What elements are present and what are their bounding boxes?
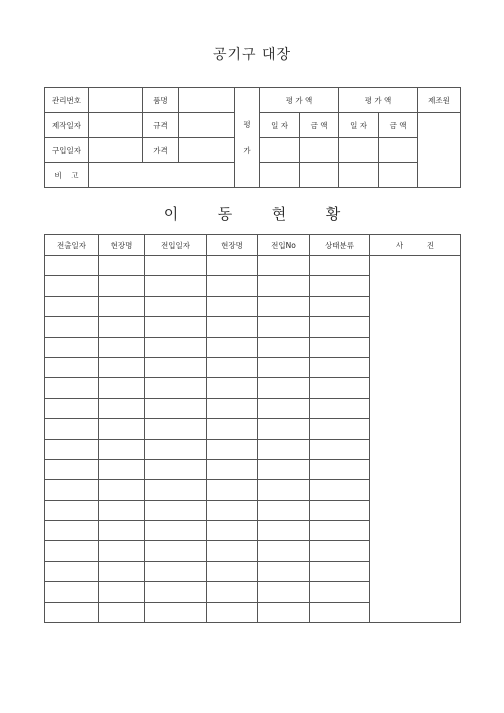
table-cell[interactable] — [99, 378, 145, 398]
table-cell[interactable] — [145, 541, 207, 561]
table-cell[interactable] — [258, 378, 310, 398]
table-cell[interactable] — [310, 500, 370, 520]
table-cell[interactable] — [45, 500, 99, 520]
table-cell[interactable] — [145, 439, 207, 459]
table-cell[interactable] — [310, 602, 370, 622]
move-title-char: 이 — [163, 205, 179, 223]
table-cell[interactable] — [258, 480, 310, 500]
move-title-char: 황 — [325, 205, 341, 223]
table-cell[interactable] — [145, 480, 207, 500]
table-cell[interactable] — [45, 398, 99, 418]
table-cell[interactable] — [258, 398, 310, 418]
table-cell[interactable] — [207, 459, 258, 479]
table-cell[interactable] — [310, 419, 370, 439]
table-cell[interactable] — [258, 256, 310, 276]
table-cell[interactable] — [99, 459, 145, 479]
table-cell[interactable] — [145, 378, 207, 398]
table-cell[interactable] — [258, 317, 310, 337]
header-in-date: 전입일자 — [145, 235, 207, 256]
table-cell[interactable] — [99, 256, 145, 276]
date-2-cell-a[interactable] — [339, 138, 379, 163]
amount-2-cell-a[interactable] — [379, 138, 418, 163]
table-cell[interactable] — [145, 582, 207, 602]
price-cell[interactable] — [179, 138, 235, 163]
table-cell[interactable] — [99, 398, 145, 418]
amount-2-cell-b[interactable] — [379, 163, 418, 188]
table-cell[interactable] — [258, 296, 310, 316]
table-cell[interactable] — [207, 521, 258, 541]
table-cell[interactable] — [145, 602, 207, 622]
header-in-no: 전입No — [258, 235, 310, 256]
label-eval-char-2: 가 — [243, 145, 251, 155]
table-cell[interactable] — [310, 459, 370, 479]
date-1-cell-a[interactable] — [260, 138, 300, 163]
table-cell[interactable] — [45, 480, 99, 500]
table-cell[interactable] — [310, 541, 370, 561]
table-cell[interactable] — [145, 276, 207, 296]
table-cell[interactable] — [207, 398, 258, 418]
label-mgmt-no: 관리번호 — [45, 88, 89, 113]
table-cell[interactable] — [207, 480, 258, 500]
header-photo: 사 진 — [370, 235, 461, 256]
header-out-date: 전출일자 — [45, 235, 99, 256]
table-cell[interactable] — [99, 337, 145, 357]
table-cell[interactable] — [207, 602, 258, 622]
table-cell[interactable] — [99, 521, 145, 541]
table-cell[interactable] — [207, 317, 258, 337]
table-cell[interactable] — [99, 317, 145, 337]
table-cell[interactable] — [45, 276, 99, 296]
table-cell[interactable] — [99, 296, 145, 316]
table-cell[interactable] — [207, 337, 258, 357]
label-price: 가격 — [143, 138, 179, 163]
table-cell[interactable] — [207, 276, 258, 296]
table-cell[interactable] — [99, 602, 145, 622]
table-cell[interactable] — [45, 561, 99, 581]
move-title-char: 동 — [217, 205, 233, 223]
label-amount-2: 금 액 — [379, 113, 418, 138]
table-cell[interactable] — [310, 439, 370, 459]
table-cell[interactable] — [258, 521, 310, 541]
table-cell[interactable] — [310, 398, 370, 418]
table-cell[interactable] — [310, 582, 370, 602]
table-cell[interactable] — [145, 561, 207, 581]
table-cell[interactable] — [310, 521, 370, 541]
table-cell[interactable] — [99, 357, 145, 377]
table-cell[interactable] — [145, 521, 207, 541]
move-status-table — [44, 234, 461, 623]
move-title-char: 현 — [271, 205, 287, 223]
spec-cell[interactable] — [179, 113, 235, 138]
label-date-2: 일 자 — [339, 113, 379, 138]
table-cell[interactable] — [310, 357, 370, 377]
table-cell[interactable] — [45, 378, 99, 398]
table-cell[interactable] — [207, 256, 258, 276]
table-cell[interactable] — [310, 561, 370, 581]
table-cell[interactable] — [99, 500, 145, 520]
label-eval-char-1: 평 — [243, 119, 251, 129]
table-cell[interactable] — [207, 296, 258, 316]
amount-1-cell-a[interactable] — [300, 138, 339, 163]
date-1-cell-b[interactable] — [260, 163, 300, 188]
table-cell[interactable] — [99, 439, 145, 459]
table-cell[interactable] — [145, 357, 207, 377]
table-cell[interactable] — [258, 602, 310, 622]
table-cell[interactable] — [207, 439, 258, 459]
table-cell[interactable] — [310, 317, 370, 337]
table-cell[interactable] — [258, 541, 310, 561]
label-item: 품명 — [143, 88, 179, 113]
table-cell[interactable] — [145, 256, 207, 276]
table-cell[interactable] — [99, 561, 145, 581]
table-cell[interactable] — [45, 296, 99, 316]
table-cell[interactable] — [258, 500, 310, 520]
table-cell[interactable] — [99, 582, 145, 602]
move-status-title — [0, 203, 504, 224]
table-cell[interactable] — [145, 398, 207, 418]
header-site-name-2: 현장명 — [207, 235, 258, 256]
maker-cell[interactable] — [418, 113, 461, 188]
label-eval-amount-2: 평 가 액 — [339, 88, 418, 113]
table-cell[interactable] — [207, 561, 258, 581]
table-cell[interactable] — [99, 419, 145, 439]
table-cell[interactable] — [145, 459, 207, 479]
table-cell[interactable] — [258, 337, 310, 357]
table-cell[interactable] — [258, 419, 310, 439]
table-cell[interactable] — [258, 357, 310, 377]
header-status: 상태분류 — [310, 235, 370, 256]
label-maker: 제조원 — [418, 88, 461, 113]
table-cell[interactable] — [310, 480, 370, 500]
table-cell[interactable] — [99, 541, 145, 561]
note-cell[interactable] — [89, 163, 235, 188]
table-cell[interactable] — [310, 378, 370, 398]
table-cell[interactable] — [45, 541, 99, 561]
table-cell[interactable] — [258, 459, 310, 479]
label-buy-date: 구입일자 — [45, 138, 89, 163]
table-cell[interactable] — [207, 419, 258, 439]
table-cell[interactable] — [258, 439, 310, 459]
label-date-1: 일 자 — [260, 113, 300, 138]
table-cell[interactable] — [45, 439, 99, 459]
label-eval-amount-1: 평 가 액 — [260, 88, 339, 113]
table-cell[interactable] — [258, 582, 310, 602]
table-cell[interactable] — [258, 561, 310, 581]
table-cell[interactable] — [45, 419, 99, 439]
buy-date-cell[interactable] — [89, 138, 143, 163]
label-spec: 규격 — [143, 113, 179, 138]
amount-1-cell-b[interactable] — [300, 163, 339, 188]
tool-info-table — [44, 87, 461, 188]
table-cell[interactable] — [310, 256, 370, 276]
label-amount-1: 금 액 — [300, 113, 339, 138]
table-row — [45, 256, 461, 276]
table-cell[interactable] — [99, 276, 145, 296]
table-cell[interactable] — [207, 378, 258, 398]
photo-area[interactable] — [370, 256, 461, 623]
table-cell[interactable] — [45, 256, 99, 276]
table-cell[interactable] — [99, 480, 145, 500]
table-cell[interactable] — [207, 357, 258, 377]
table-cell[interactable] — [45, 337, 99, 357]
label-made-date: 제작일자 — [45, 113, 89, 138]
table-cell[interactable] — [258, 276, 310, 296]
table-cell[interactable] — [145, 296, 207, 316]
table-cell[interactable] — [145, 500, 207, 520]
table-cell[interactable] — [310, 337, 370, 357]
table-cell[interactable] — [45, 582, 99, 602]
table-cell[interactable] — [45, 357, 99, 377]
table-cell[interactable] — [310, 296, 370, 316]
header-site-name: 현장명 — [99, 235, 145, 256]
label-note: 비 고 — [45, 163, 89, 188]
table-cell[interactable] — [207, 582, 258, 602]
table-cell[interactable] — [145, 317, 207, 337]
table-cell[interactable] — [145, 419, 207, 439]
page-title: 공기구 대장 — [212, 47, 292, 63]
item-cell[interactable] — [179, 88, 235, 113]
table-cell[interactable] — [45, 521, 99, 541]
table-cell[interactable] — [145, 337, 207, 357]
table-cell[interactable] — [207, 500, 258, 520]
table-cell[interactable] — [207, 541, 258, 561]
move-table-body — [45, 256, 461, 623]
date-2-cell-b[interactable] — [339, 163, 379, 188]
table-cell[interactable] — [45, 459, 99, 479]
made-date-cell[interactable] — [89, 113, 143, 138]
table-cell[interactable] — [45, 317, 99, 337]
mgmt-no-cell[interactable] — [89, 88, 143, 113]
label-eval — [235, 88, 260, 188]
table-cell[interactable] — [310, 276, 370, 296]
table-cell[interactable] — [45, 602, 99, 622]
